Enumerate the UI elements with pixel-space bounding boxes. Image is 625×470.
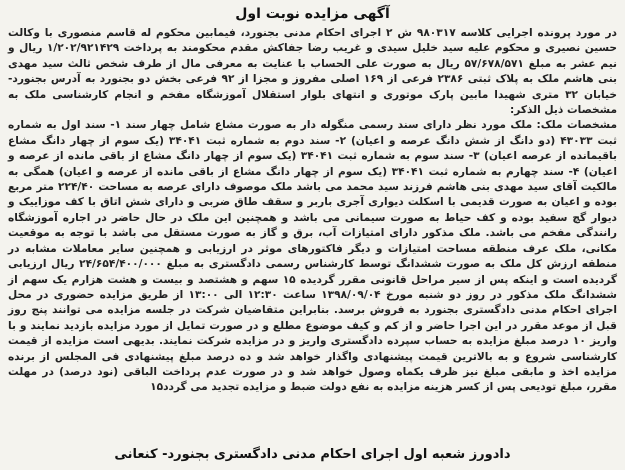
notice-title: آگهی مزایده نوبت اول [235, 6, 390, 22]
notice-signature: دادورز شعبه اول اجرای احکام مدنی دادگستری بجنورد- کنعانی [114, 447, 511, 462]
notice-paragraph-specs: مشخصات ملک: ملک مورد نظر دارای سند رسمی منگوله دار به صورت مشاع شامل چهار سند ۱- سند اول به شماره ثبت ۴۳۰۳۳ (دو دانگ از شش دانگ عرصه و اعیان) ۲- سند دوم به شماره ثبت ۳۴۰۴۱ (یک سوم از چهار دانگ مشاع باقیمانده از عرصه اعیان) ۳- سند سوم به شماره ثبت ۳۴۰۴۱ (یک سوم از چهار دانگ مشاع از باقی مانده از عرصه و اعیان) ۴- سند چهارم به شماره ثبت ۳۴۰۴۱ (یک سوم از چهار دانگ مشاع از باقی مانده از عرصه و اعیان) همگی به مالکیت آقای سید مهدی بنی هاشم فرزند سید محمد می باشد ملک موصوف دارای عرصه به مساحت ۲۲۴/۴۰ متر مربع بوده و اعیان به صورت قدیمی با اسکلت دیواری آجری باربر و سقف طاق ضربی و دارای شش اتاق با کف موزاییک و دیوار گچ سفید بوده و کف حیاط به صورت سیمانی می باشد و همچنین این ملک در حال حاضر در اجاره آموزشگاه رانندگی مفخم می باشد. ملک مذکور دارای امتیازات آب، برق و گاز به صورت مستقل می باشد با توجه به موقعیت مکانی، ملک عرف منطقه مساحت امتیازات و دیگر فاکتورهای موثر در ارزیابی و همچنین سایر معاملات مشابه در منطقه ارزش کل ملک به صورت ششدانگ توسط کارشناس رسمی دادگستری به مبلغ ۲۴/۶۵۴/۴۰۰/۰۰۰ ریال ارزیابی گردیده است و اینکه پس از سیر مراحل قانونی مقرر گردیده ۱۵ سهم و هشتصد و بیست و هشت هزارم یک سهم از ششدانگ ملک مذکور در روز دو شنبه مورخ ۱۳۹۸/۰۹/۰۴ ساعت ۱۲:۳۰ الی ۱۳:۰۰ از طریق مزایده حضوری در محل اجرای احکام مدنی دادگستری بجنورد به فروش برسد. بنابراین متقاضیان شرکت در جلسه مزایده می توانند پنج روز قبل از موعد مقرر در این اجرا حاضر و از کم و کیف موضوع مطلع و در صورت تمایل از مورد مزایده بازدید نمایند و با واریز ۱۰ درصد مبلغ مزایده به حساب سپرده دادگستری واریز و در مزایده شرکت نمایند. بدیهی است مزایده از قیمت کارشناسی شروع و به بالاترین قیمت پیشنهادی واگذار خواهد شد و ده درصد مبلغ پیشنهادی فی المجلس از برنده مزایده اخذ و مابقی مبلغ نیز ظرف یکماه وصول خواهد شد و در صورت عدم پرداخت الباقی (نود درصد) در مهلت مقرر، مبلغ تودیعی پس از کسر هزینه مزایده به نفع دولت ضبط و مزایده تجدید می گردد۱۵ [8, 119, 617, 394]
notice-paragraph-intro: در مورد پرونده اجرایی کلاسه ۹۸۰۳۱۷ ش ۲ اجرای احکام مدنی بجنورد، فیمابین محکوم له قاسم منصوری با وکالت حسین نصیری و محکوم علیه سید خلیل سیدی و غریب رضا جفاکش مقدم محکومند به پرداخت ۱/۲۰۲/۹۲۱۴۲۹ ریال و نیم عشر به مبلغ ۵۷/۶۷۸/۵۷۱ ریال به صورت علی الحساب با عنایت به معرفی مال از طرف شخص ثالث سید مهدی بنی هاشم ملک به پلاک ثبتی ۲۳۸۶ فرعی از ۱۶۹ اصلی مفروز و مجزا از ۹۲ فرعی بخش دو بجنورد به آدرس بجنورد- خیابان ۳۲ متری شهیدا مابین پارک موتوری و انتهای بلوار استقلال آموزشگاه مفخم و انجام کارشناسی ملک به مشخصات ذیل الذکر: [8, 27, 618, 117]
